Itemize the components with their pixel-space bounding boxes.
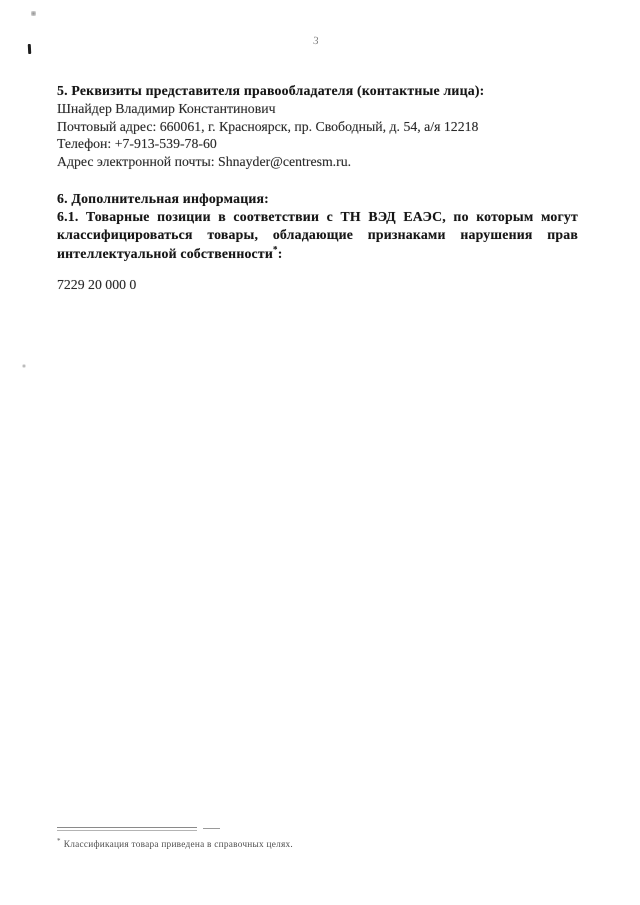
section-5-heading: 5. Реквизиты представителя правообладателя (контактные лица): [57,83,485,98]
postal-address-line: Почтовый адрес: 660061, г. Красноярск, пр. Свободный, д. 54, а/я 12218 [57,118,479,134]
contact-name-line: Шнайдер Владимир Константинович [57,101,276,116]
clause-6-1-line-3-text: интеллектуальной собственности [57,245,274,261]
clause-6-1-line-1: 6.1. Товарные позиции в соответствии с ТН ВЭД ЕАЭС, по которым могут [57,208,578,224]
scan-artifact-top-left [31,11,36,16]
footnote-reference-mark: * [273,244,278,255]
scan-artifact-left-edge [28,44,32,54]
footnote-separator-rule [57,827,477,831]
clause-6-1-paragraph [57,208,578,263]
email-line: Адрес электронной почты: Shnayder@centresm.ru. [57,154,352,170]
footnote-text-content: Классификация товара приведена в справочных целях. [63,840,293,851]
page-number: 3 [312,34,320,48]
footnote-rule-segment-long [57,827,197,831]
footnote-rule-segment-short [203,828,220,829]
footnote-asterisk: * [57,837,61,845]
footnote-text [57,837,477,850]
clause-6-1-line-3 [57,245,578,263]
tn-ved-code: 7229 20 000 0 [57,277,137,293]
footnote-block [57,827,477,850]
section-5 [57,82,578,171]
clause-6-1-colon: : [277,245,283,261]
phone-line: Телефон: +7-913-539-78-60 [57,136,217,152]
scan-artifact-mid-left [22,364,26,368]
section-6 [57,190,578,294]
section-6-heading: 6. Дополнительная информация: [57,190,269,206]
clause-6-1-line-2: классифицироваться товары, обладающие признаками нарушения прав [57,227,578,243]
document-body [57,82,578,294]
